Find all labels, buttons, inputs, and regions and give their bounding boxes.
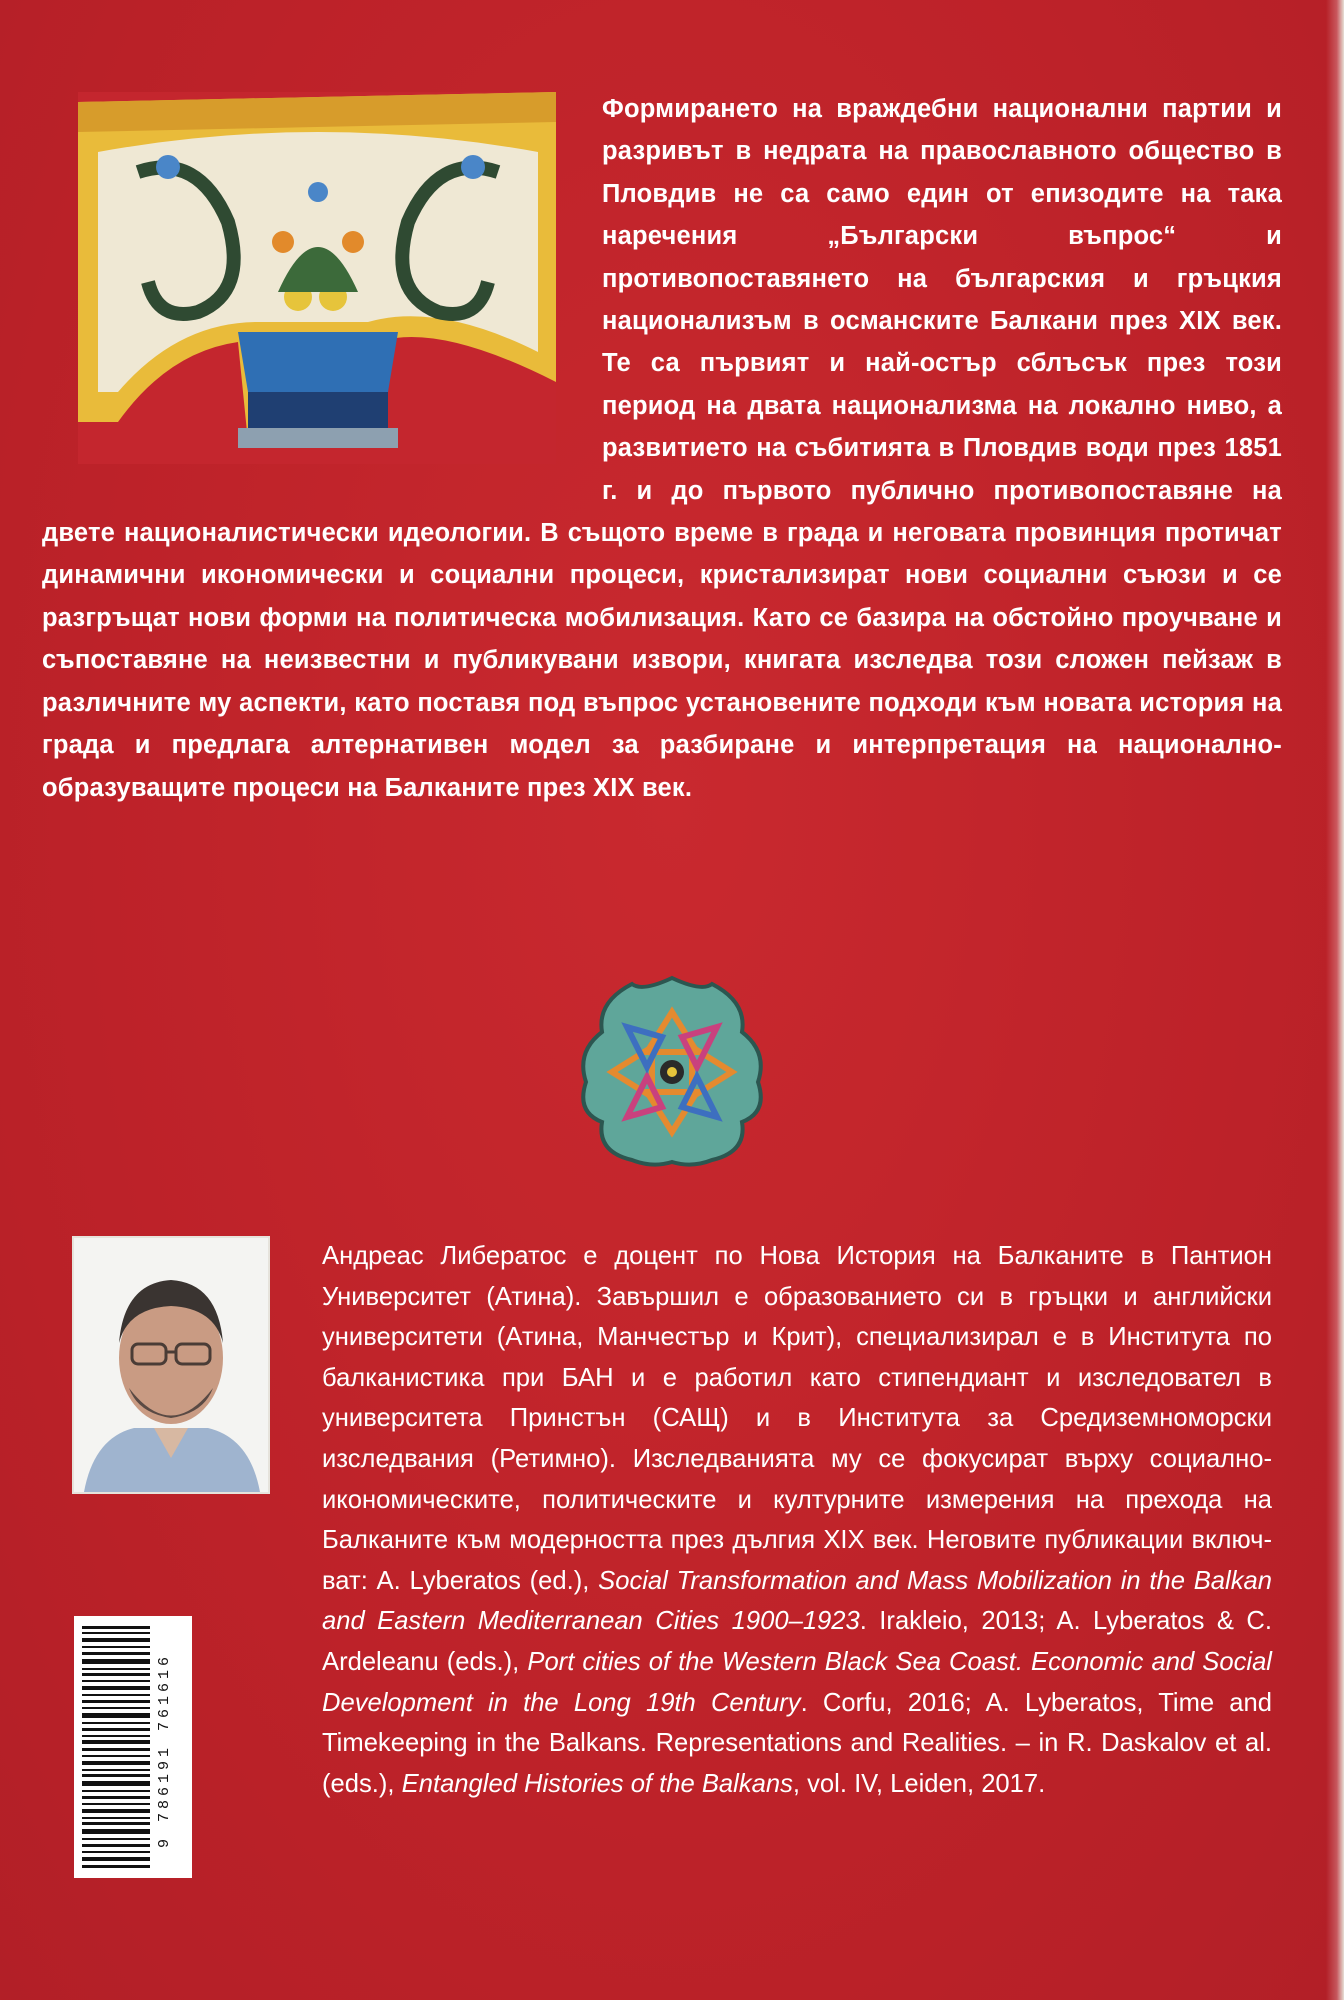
- bio-title-1: Social Transformation and Mass Mobilization in the Balkan and Eastern Mediterranean Cities 1900–1923: [322, 1566, 1272, 1636]
- rosette-ornament: [572, 972, 772, 1172]
- book-blurb: [42, 88, 1282, 809]
- bio-part-1: Андреас Либератос е доцент по Нова История на Балканите в Пантион Университет (Атина). Завършил е образованието си в гръцки и английски университети (Атина, Манчестър и Крит), специализирал е в Института по балканистика при БАН и е работил като стипендиант и изследовател в университета Принстън (САЩ) и в Института за Средиземноморски изследвания (Ретимно). Изследванията му се фокусират върху социално-икономическите, политическите и културните измерения на прехода на Балканите към модерността през дългия XIX век. Неговите публикации включват: A. Lyberatos (ed.),: [322, 1242, 1272, 1595]
- isbn-digits: 9 786191 761616: [156, 1652, 173, 1848]
- blurb-text: Формирането на враждебни национални партии и разривът в недрата на православното общество в Пловдив не са само един от епизодите на така наречения „Български въпрос“ и противопоставянето на българския и гръцкия национализъм в османските Балкани през XIX век. Те са първият и най-остър сблъсък през този период на двата национализма на локално ниво, а развитието на събитията в Пловдив води през 1851 г. и до първото публично противопоставяне на двете националистически идеологии. В същото време в града и неговата провинция протичат динамични икономически и социални процеси, кристализират нови социални съюзи и се разгръщат нови форми на политическа мобилизация. Като се базира на обстойно проучване и съпоставяне на неизвестни и публикувани извори, книгата изследва този сложен пейзаж в различните му аспекти, като поставя под въпрос установените подходи към новата история на града и предлага алтернативен модел за разбиране и интерпретация на национално-образуващите процеси на Балканите през XIX век.: [42, 95, 1282, 802]
- bio-title-2: Port cities of the Western Black Sea Coast. Economic and Social Development in the Long 19th Century: [322, 1647, 1272, 1717]
- author-photo: [72, 1236, 270, 1494]
- bio-part-3: . Corfu, 2016; A. Lyberatos, Time and Timekeeping in the Balkans. Representations and Realities. – in R. Daskalov et al. (eds.),: [322, 1688, 1273, 1798]
- bio-title-3: Entangled Histories of the Balkans: [401, 1769, 793, 1798]
- bio-part-4: , vol. IV, Leiden, 2017.: [792, 1769, 1046, 1798]
- image-spacer: [42, 88, 602, 508]
- bio-part-2: . Irakleio, 2013; A. Lyberatos & C. Ardeleanu (eds.),: [322, 1607, 1272, 1676]
- author-bio-text: [322, 1236, 1272, 1804]
- cover-edge: [1326, 0, 1344, 2000]
- author-bio: [322, 1236, 1272, 1804]
